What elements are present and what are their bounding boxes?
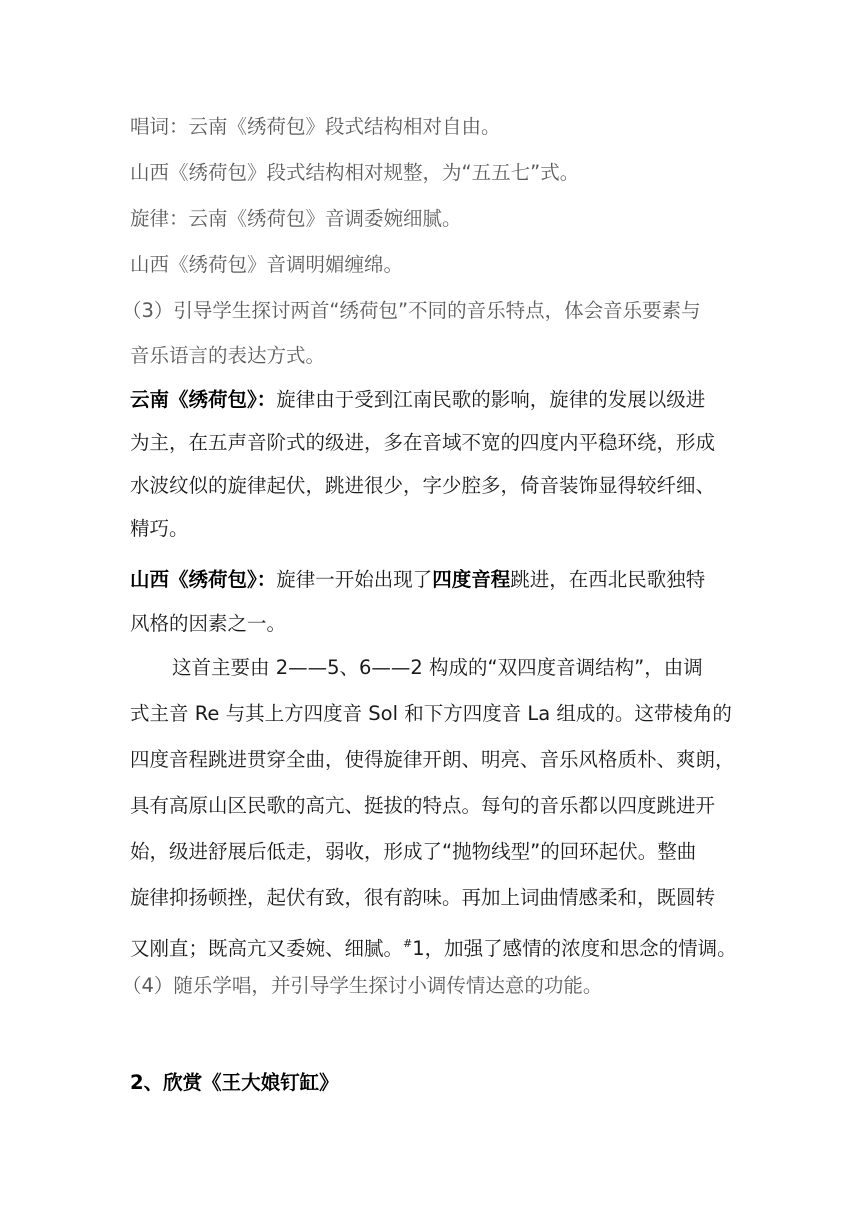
- text-line: 这首主要由 2——5、6——2 构成的“双四度音调结构”，由调: [172, 656, 703, 679]
- text-line: 精巧。: [130, 517, 189, 540]
- bold-term: 四度音程: [432, 568, 511, 591]
- text-span: 跳进，在西北民歌独特: [510, 568, 706, 591]
- text-line: 旋律：云南《绣荷包》音调委婉细腻。: [130, 207, 462, 230]
- text-line: 水波纹似的旋律起伏，跳进很少，字少腔多，倚音装饰显得较纤细、: [130, 474, 716, 497]
- text-line: 具有高原山区民歌的高亢、挺拔的特点。每句的音乐都以四度跳进开: [130, 794, 716, 817]
- text-line: 唱词：云南《绣荷包》段式结构相对自由。: [130, 115, 501, 138]
- text-span: 又刚直；既高亢又委婉、细腻。: [130, 937, 404, 960]
- bold-heading: 云南《绣荷包》：: [130, 388, 277, 411]
- sharp-sign: #: [403, 937, 413, 950]
- text-line: [130, 566, 705, 594]
- text-line: 始，级进舒展后低走，弱收，形成了“抛物线型”的回环起伏。整曲: [130, 840, 697, 863]
- text-line: 山西《绣荷包》音调明媚缠绵。: [130, 253, 404, 276]
- text-line: [130, 930, 737, 963]
- text-span: 旋律一开始出现了: [276, 568, 433, 591]
- text-line: （4）随乐学唱，并引导学生探讨小调传情达意的功能。: [122, 974, 603, 997]
- text-line: 四度音程跳进贯穿全曲，使得旋律开朗、明亮、音乐风格质朴、爽朗，: [130, 748, 735, 771]
- text-span: 1，加强了感情的浓度和思念的情调。: [412, 937, 737, 960]
- text-line: 旋律抑扬顿挫，起伏有致，很有韵味。再加上词曲情感柔和，既圆转: [130, 886, 716, 909]
- text-line: 式主音 Re 与其上方四度音 Sol 和下方四度音 La 组成的。这带棱角的: [130, 702, 732, 725]
- text-line: 风格的因素之一。: [130, 612, 287, 635]
- text-line: （3）引导学生探讨两首“绣荷包”不同的音乐特点，体会音乐要素与: [122, 299, 701, 322]
- bold-heading: 山西《绣荷包》：: [130, 568, 277, 591]
- section-heading: 2、欣赏《王大娘钉缸》: [130, 1071, 339, 1094]
- text-span: 旋律由于受到江南民歌的影响，旋律的发展以级进: [276, 388, 706, 411]
- text-line: 为主，在五声音阶式的级进，多在音域不宽的四度内平稳环绕，形成: [130, 431, 716, 454]
- text-line: 音乐语言的表达方式。: [130, 344, 326, 367]
- text-line: 山西《绣荷包》段式结构相对规整，为“五五七”式。: [130, 161, 580, 184]
- text-line: [130, 386, 705, 414]
